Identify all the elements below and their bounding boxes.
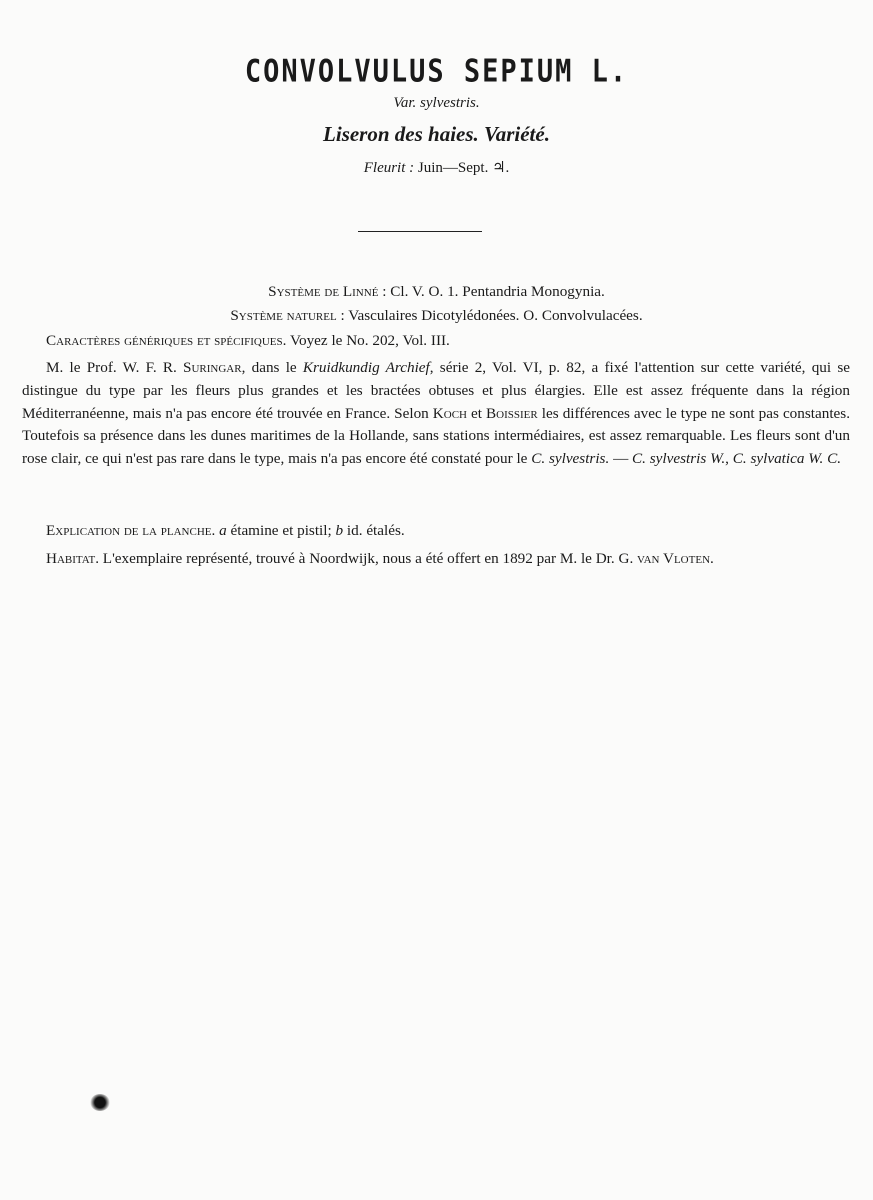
figure-a-text: étamine et pistil; bbox=[226, 522, 336, 539]
description-text: les différences avec le type ne sont pas constantes. Toutefois sa présence dans les dunes maritimes de la Hollande, sans stations intermédiaires, est assez remarquable. Les fleurs sont d'un rose clair, ce qui n'est pas rare dans le type, mais n'a pas encore été constaté pour le bbox=[22, 404, 851, 468]
figure-b: b bbox=[335, 522, 344, 539]
linne-system-line bbox=[0, 283, 873, 301]
explication-line bbox=[46, 522, 405, 540]
flowering-label: Fleurit : bbox=[363, 160, 415, 176]
synonym: C. sylvatica W. C. bbox=[732, 450, 842, 468]
habitat-paragraph bbox=[22, 548, 850, 571]
description-text: , bbox=[725, 450, 733, 468]
description-text: — bbox=[609, 450, 633, 468]
characters-line bbox=[46, 332, 450, 350]
description-text: , dans le bbox=[241, 359, 303, 376]
linne-label: Système de Linné : bbox=[268, 283, 387, 300]
flowering-line bbox=[0, 158, 873, 177]
natural-system-line bbox=[0, 307, 873, 325]
description-text: M. le Prof. W. F. R. bbox=[46, 359, 184, 376]
linne-value: Cl. V. O. 1. Pentandria Monogynia. bbox=[390, 283, 605, 300]
figure-a: a bbox=[219, 522, 227, 539]
characters-label: Caractères génériques et spécifiques. bbox=[46, 332, 287, 349]
naturel-value: Vasculaires Dicotylédonées. O. Convolvulacées. bbox=[348, 307, 643, 324]
habitat-text: L'exemplaire représenté, trouvé à Noordwijk, nous a été offert en 1892 par M. le Dr. bbox=[99, 550, 619, 567]
flowering-value: Juin—Sept. ♃. bbox=[417, 160, 510, 176]
page-title: CONVOLVULUS SEPIUM L. bbox=[244, 53, 629, 90]
description-text: et bbox=[467, 404, 487, 422]
synonym: C. sylvestris W. bbox=[632, 450, 726, 468]
synonym: C. sylvestris. bbox=[531, 450, 610, 468]
description-paragraph bbox=[22, 357, 850, 471]
explication-label: Explication de la planche. bbox=[46, 522, 216, 539]
work-title: Kruidkundig Archief bbox=[302, 359, 430, 376]
habitat-label: Habitat. bbox=[46, 550, 99, 567]
author-name: Koch bbox=[432, 404, 467, 422]
author-name: Boissier bbox=[486, 404, 538, 422]
figure-b-text: id. étalés. bbox=[343, 522, 405, 539]
common-name: Liseron des haies. Variété. bbox=[323, 122, 550, 146]
ink-spot bbox=[90, 1094, 110, 1111]
description-text: , série 2, Vol. VI, p. 82, a fixé l'attention sur cette variété, qui se distingue du type par les fleurs plus grandes et les bractées obtuses et plus élargies. Elle est assez fréquente dans la région Méditerranéenne, mais n'a pas encore été trouvée en France. Selon bbox=[22, 359, 850, 422]
author-name: Suringar bbox=[183, 359, 242, 376]
divider-rule bbox=[358, 231, 482, 232]
donor-name: G. van Vloten. bbox=[618, 550, 714, 567]
characters-text: Voyez le No. 202, Vol. III. bbox=[289, 332, 450, 349]
variety-name: Var. sylvestris. bbox=[393, 95, 480, 111]
naturel-label: Système naturel : bbox=[230, 307, 345, 324]
